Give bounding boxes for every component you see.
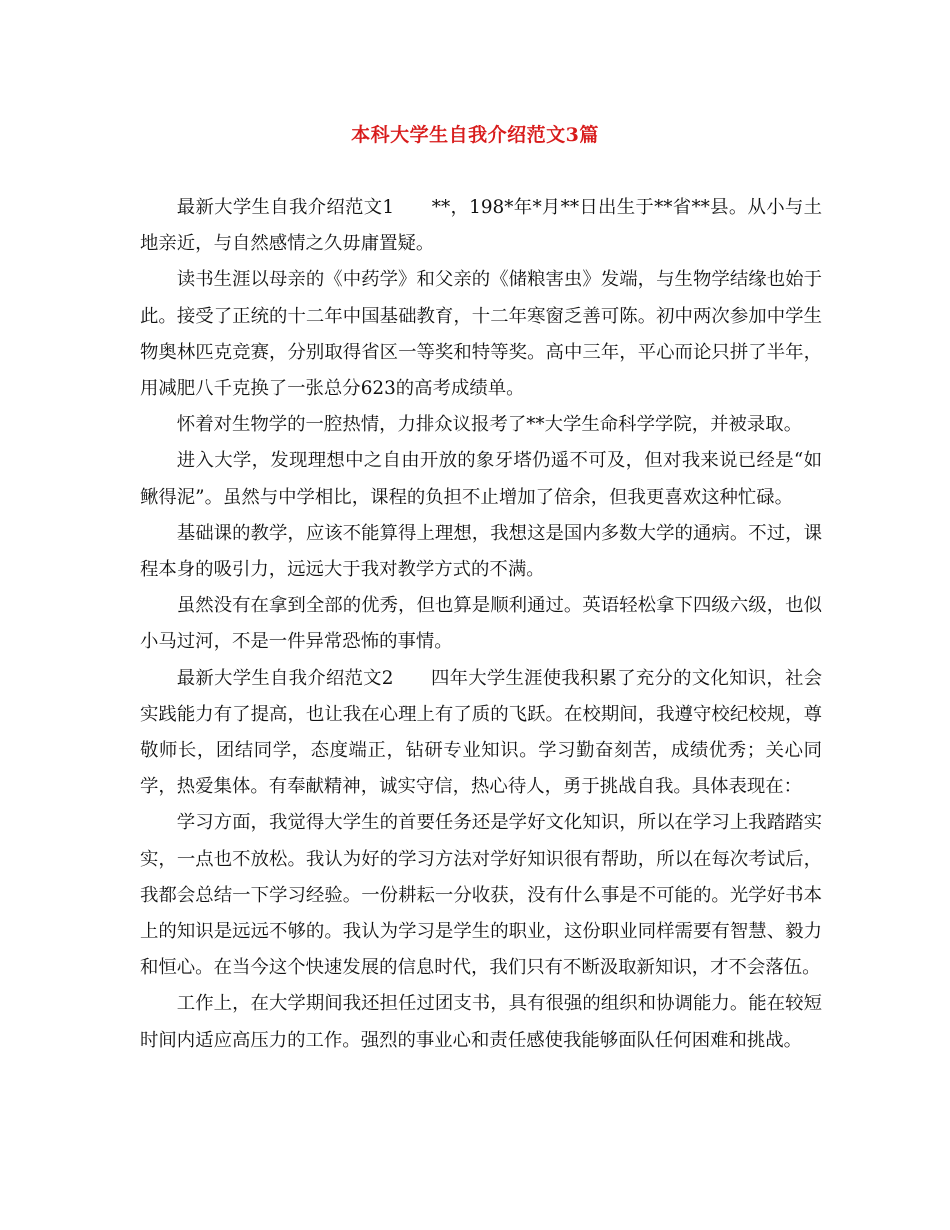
document-body [140, 190, 822, 1059]
paragraph: 最新大学生自我介绍范文2 四年大学生涯使我积累了充分的文化知识，社会实践能力有了提高，也让我在心理上有了质的飞跃。在校期间，我遵守校纪校规，尊敬师长，团结同学，态度端正，钻研专业知识。学习勤奋刻苦，成绩优秀；关心同学，热爱集体。有奉献精神，诚实守信，热心待人，勇于挑战自我。具体表现在： [140, 667, 822, 798]
paragraph: 读书生涯以母亲的《中药学》和父亲的《储粮害虫》发端，与生物学结缘也始于此。接受了正统的十二年中国基础教育，十二年寒窗乏善可陈。初中两次参加中学生物奥林匹克竞赛，分别取得省区一等奖和特等奖。高中三年，平心而论只拼了半年，用减肥八千克换了一张总分623的高考成绩单。 [140, 269, 822, 400]
paragraph: 怀着对生物学的一腔热情，力排众议报考了**大学生命科学学院，并被录取。 [176, 414, 803, 436]
paragraph: 基础课的教学，应该不能算得上理想，我想这是国内多数大学的通病。不过，课程本身的吸引力，远远大于我对教学方式的不满。 [140, 522, 822, 581]
paragraph: 最新大学生自我介绍范文1 **，198*年*月**日出生于**省**县。从小与土地亲近，与自然感情之久毋庸置疑。 [140, 197, 822, 255]
document-title: 本科大学生自我介绍范文3篇 [351, 124, 599, 146]
paragraph: 进入大学，发现理想中之自由开放的象牙塔仍遥不可及，但对我来说已经是“如鳅得泥”。虽然与中学相比，课程的负担不止增加了倍余，但我更喜欢这种忙碌。 [140, 450, 822, 508]
paragraph: 工作上，在大学期间我还担任过团支书，具有很强的组织和协调能力。能在较短时间内适应高压力的工作。强烈的事业心和责任感使我能够面队任何困难和挑战。 [140, 993, 822, 1051]
paragraph: 学习方面，我觉得大学生的首要任务还是学好文化知识，所以在学习上我踏踏实实，一点也不放松。我认为好的学习方法对学好知识很有帮助，所以在每次考试后，我都会总结一下学习经验。一份耕耘一分收获，没有什么事是不可能的。光学好书本上的知识是远远不够的。我认为学习是学生的职业，这份职业同样需要有智慧、毅力和恒心。在当今这个快速发展的信息时代，我们只有不断汲取新知识，才不会落伍。 [140, 812, 822, 979]
paragraph: 虽然没有在拿到全部的优秀，但也算是顺利通过。英语轻松拿下四级六级，也似小马过河，不是一件异常恐怖的事情。 [140, 595, 822, 653]
